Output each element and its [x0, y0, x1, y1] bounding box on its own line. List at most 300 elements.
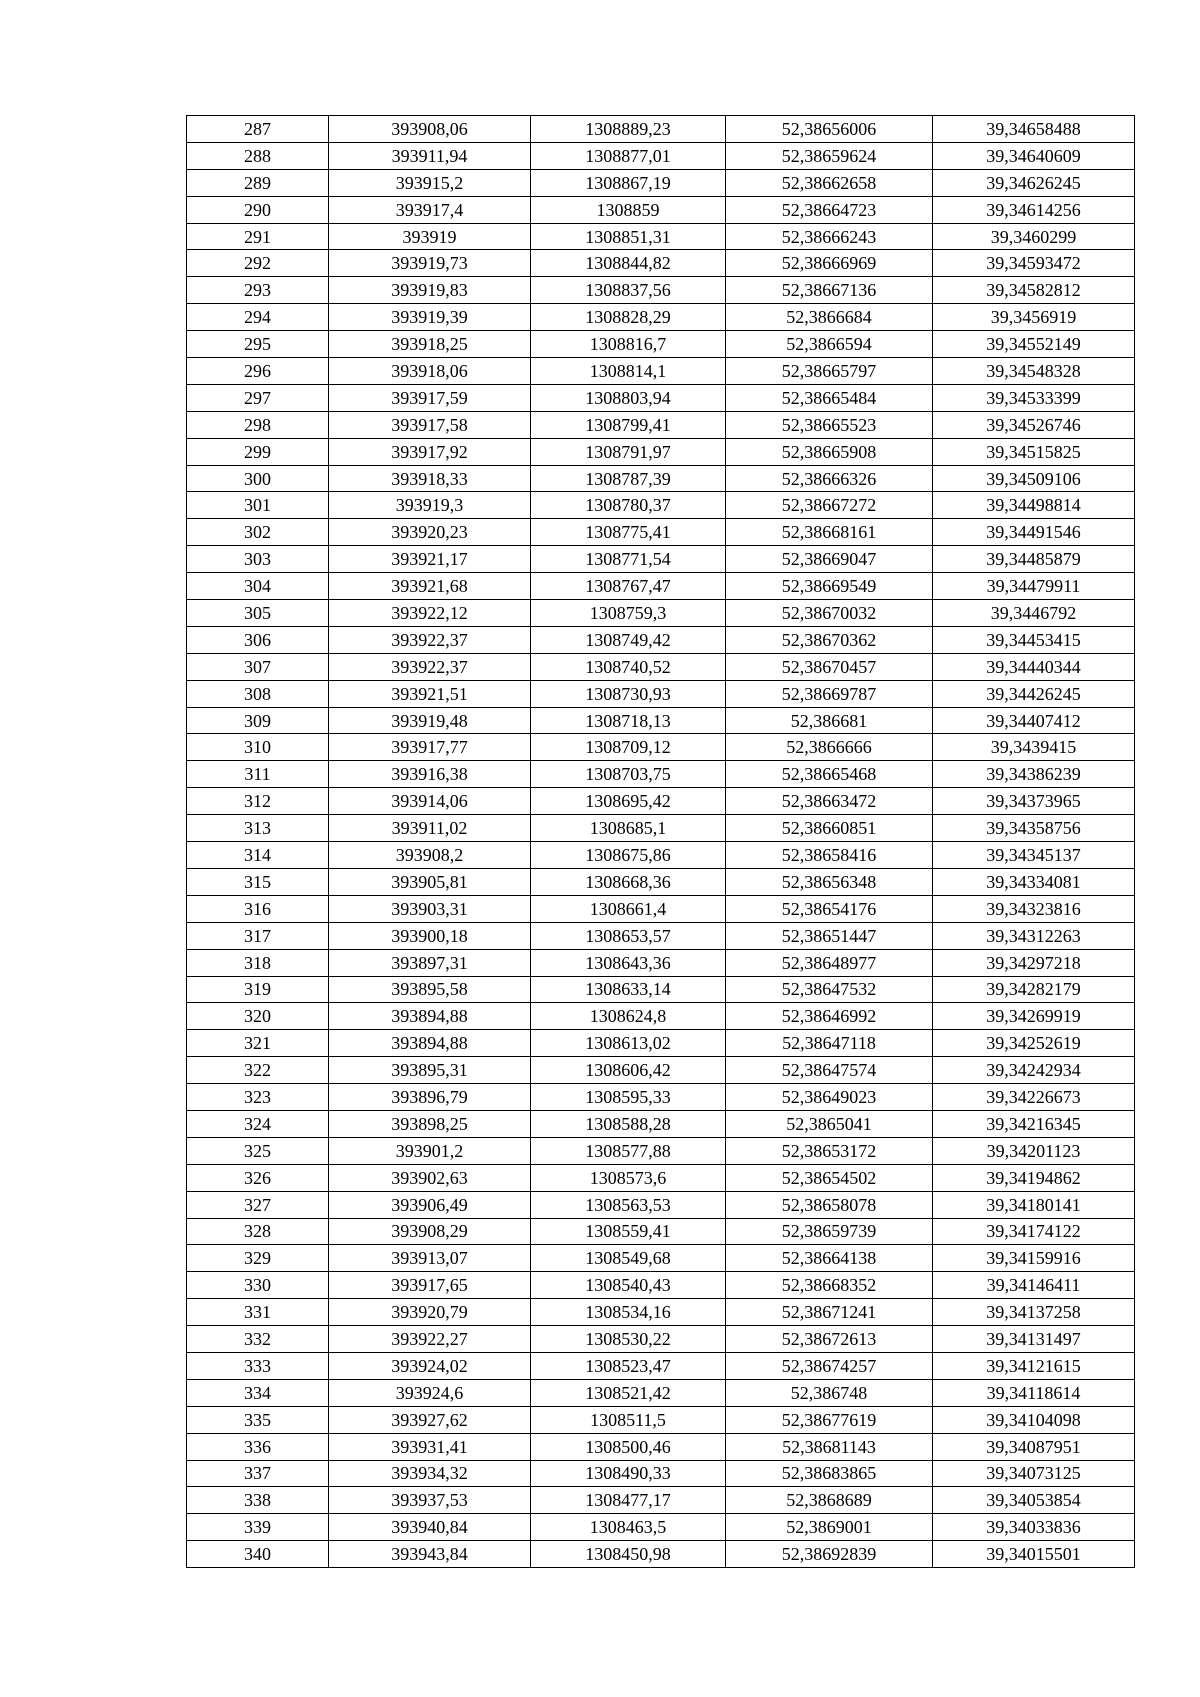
table-row: [187, 1030, 1135, 1057]
latitude-cell: 52,38669787: [726, 680, 933, 707]
x-coordinate-cell: 393921,51: [329, 680, 531, 707]
table-row: [187, 519, 1135, 546]
table-row: [187, 1191, 1135, 1218]
longitude-cell: 39,34323816: [933, 895, 1135, 922]
longitude-cell: 39,34533399: [933, 384, 1135, 411]
table-row: [187, 707, 1135, 734]
latitude-cell: 52,38668161: [726, 519, 933, 546]
table-row: [187, 1272, 1135, 1299]
point-number-cell: 317: [187, 922, 329, 949]
x-coordinate-cell: 393924,02: [329, 1352, 531, 1379]
x-coordinate-cell: 393919,83: [329, 277, 531, 304]
y-coordinate-cell: 1308534,16: [531, 1299, 726, 1326]
x-coordinate-cell: 393908,29: [329, 1218, 531, 1245]
table-row: [187, 1433, 1135, 1460]
y-coordinate-cell: 1308780,37: [531, 492, 726, 519]
longitude-cell: 39,34614256: [933, 196, 1135, 223]
table-row: [187, 1487, 1135, 1514]
longitude-cell: 39,34453415: [933, 626, 1135, 653]
table-row: [187, 1245, 1135, 1272]
longitude-cell: 39,34194862: [933, 1164, 1135, 1191]
x-coordinate-cell: 393905,81: [329, 868, 531, 895]
x-coordinate-cell: 393921,68: [329, 573, 531, 600]
latitude-cell: 52,38670457: [726, 653, 933, 680]
latitude-cell: 52,38662658: [726, 169, 933, 196]
longitude-cell: 39,3446792: [933, 600, 1135, 627]
y-coordinate-cell: 1308759,3: [531, 600, 726, 627]
longitude-cell: 39,34515825: [933, 438, 1135, 465]
longitude-cell: 39,34252619: [933, 1030, 1135, 1057]
table-row: [187, 680, 1135, 707]
table-row: [187, 761, 1135, 788]
x-coordinate-cell: 393908,2: [329, 842, 531, 869]
latitude-cell: 52,38670362: [726, 626, 933, 653]
point-number-cell: 310: [187, 734, 329, 761]
longitude-cell: 39,34373965: [933, 788, 1135, 815]
table-row: [187, 788, 1135, 815]
point-number-cell: 322: [187, 1057, 329, 1084]
latitude-cell: 52,38656348: [726, 868, 933, 895]
x-coordinate-cell: 393906,49: [329, 1191, 531, 1218]
longitude-cell: 39,34658488: [933, 116, 1135, 143]
y-coordinate-cell: 1308889,23: [531, 116, 726, 143]
point-number-cell: 323: [187, 1084, 329, 1111]
table-row: [187, 815, 1135, 842]
x-coordinate-cell: 393921,17: [329, 546, 531, 573]
point-number-cell: 304: [187, 573, 329, 600]
y-coordinate-cell: 1308577,88: [531, 1137, 726, 1164]
point-number-cell: 324: [187, 1110, 329, 1137]
x-coordinate-cell: 393917,65: [329, 1272, 531, 1299]
y-coordinate-cell: 1308740,52: [531, 653, 726, 680]
longitude-cell: 39,34386239: [933, 761, 1135, 788]
longitude-cell: 39,34174122: [933, 1218, 1135, 1245]
point-number-cell: 311: [187, 761, 329, 788]
x-coordinate-cell: 393908,06: [329, 116, 531, 143]
latitude-cell: 52,38647574: [726, 1057, 933, 1084]
latitude-cell: 52,38664723: [726, 196, 933, 223]
y-coordinate-cell: 1308450,98: [531, 1541, 726, 1568]
longitude-cell: 39,34201123: [933, 1137, 1135, 1164]
point-number-cell: 307: [187, 653, 329, 680]
table-row: [187, 1299, 1135, 1326]
latitude-cell: 52,386748: [726, 1379, 933, 1406]
table-row: [187, 653, 1135, 680]
y-coordinate-cell: 1308703,75: [531, 761, 726, 788]
latitude-cell: 52,38674257: [726, 1352, 933, 1379]
y-coordinate-cell: 1308675,86: [531, 842, 726, 869]
x-coordinate-cell: 393922,37: [329, 653, 531, 680]
y-coordinate-cell: 1308730,93: [531, 680, 726, 707]
latitude-cell: 52,38667136: [726, 277, 933, 304]
table-row: [187, 1218, 1135, 1245]
latitude-cell: 52,38654176: [726, 895, 933, 922]
point-number-cell: 308: [187, 680, 329, 707]
latitude-cell: 52,38664138: [726, 1245, 933, 1272]
y-coordinate-cell: 1308775,41: [531, 519, 726, 546]
point-number-cell: 314: [187, 842, 329, 869]
point-number-cell: 300: [187, 465, 329, 492]
longitude-cell: 39,34053854: [933, 1487, 1135, 1514]
latitude-cell: 52,38677619: [726, 1406, 933, 1433]
y-coordinate-cell: 1308653,57: [531, 922, 726, 949]
longitude-cell: 39,34498814: [933, 492, 1135, 519]
latitude-cell: 52,38654502: [726, 1164, 933, 1191]
table-row: [187, 223, 1135, 250]
table-row: [187, 546, 1135, 573]
x-coordinate-cell: 393924,6: [329, 1379, 531, 1406]
point-number-cell: 294: [187, 304, 329, 331]
latitude-cell: 52,38668352: [726, 1272, 933, 1299]
point-number-cell: 290: [187, 196, 329, 223]
longitude-cell: 39,34118614: [933, 1379, 1135, 1406]
table-row: [187, 384, 1135, 411]
x-coordinate-cell: 393940,84: [329, 1514, 531, 1541]
latitude-cell: 52,38649023: [726, 1084, 933, 1111]
latitude-cell: 52,38666969: [726, 250, 933, 277]
y-coordinate-cell: 1308787,39: [531, 465, 726, 492]
x-coordinate-cell: 393917,92: [329, 438, 531, 465]
x-coordinate-cell: 393894,88: [329, 1030, 531, 1057]
longitude-cell: 39,34226673: [933, 1084, 1135, 1111]
point-number-cell: 335: [187, 1406, 329, 1433]
latitude-cell: 52,38665523: [726, 411, 933, 438]
point-number-cell: 309: [187, 707, 329, 734]
x-coordinate-cell: 393937,53: [329, 1487, 531, 1514]
table-row: [187, 142, 1135, 169]
point-number-cell: 339: [187, 1514, 329, 1541]
table-row: [187, 277, 1135, 304]
y-coordinate-cell: 1308588,28: [531, 1110, 726, 1137]
point-number-cell: 288: [187, 142, 329, 169]
longitude-cell: 39,34582812: [933, 277, 1135, 304]
point-number-cell: 340: [187, 1541, 329, 1568]
longitude-cell: 39,34242934: [933, 1057, 1135, 1084]
latitude-cell: 52,38672613: [726, 1326, 933, 1353]
y-coordinate-cell: 1308490,33: [531, 1460, 726, 1487]
y-coordinate-cell: 1308791,97: [531, 438, 726, 465]
y-coordinate-cell: 1308523,47: [531, 1352, 726, 1379]
y-coordinate-cell: 1308877,01: [531, 142, 726, 169]
point-number-cell: 321: [187, 1030, 329, 1057]
y-coordinate-cell: 1308851,31: [531, 223, 726, 250]
longitude-cell: 39,34033836: [933, 1514, 1135, 1541]
table-row: [187, 1110, 1135, 1137]
x-coordinate-cell: 393922,27: [329, 1326, 531, 1353]
table-row: [187, 331, 1135, 358]
y-coordinate-cell: 1308668,36: [531, 868, 726, 895]
longitude-cell: 39,34104098: [933, 1406, 1135, 1433]
x-coordinate-cell: 393900,18: [329, 922, 531, 949]
latitude-cell: 52,38656006: [726, 116, 933, 143]
x-coordinate-cell: 393927,62: [329, 1406, 531, 1433]
y-coordinate-cell: 1308828,29: [531, 304, 726, 331]
y-coordinate-cell: 1308661,4: [531, 895, 726, 922]
longitude-cell: 39,34552149: [933, 331, 1135, 358]
point-number-cell: 295: [187, 331, 329, 358]
point-number-cell: 305: [187, 600, 329, 627]
y-coordinate-cell: 1308500,46: [531, 1433, 726, 1460]
table-row: [187, 438, 1135, 465]
point-number-cell: 293: [187, 277, 329, 304]
longitude-cell: 39,34312263: [933, 922, 1135, 949]
x-coordinate-cell: 393894,88: [329, 1003, 531, 1030]
y-coordinate-cell: 1308521,42: [531, 1379, 726, 1406]
x-coordinate-cell: 393901,2: [329, 1137, 531, 1164]
x-coordinate-cell: 393897,31: [329, 949, 531, 976]
longitude-cell: 39,34269919: [933, 1003, 1135, 1030]
point-number-cell: 333: [187, 1352, 329, 1379]
latitude-cell: 52,3866684: [726, 304, 933, 331]
longitude-cell: 39,34131497: [933, 1326, 1135, 1353]
latitude-cell: 52,38663472: [726, 788, 933, 815]
x-coordinate-cell: 393917,77: [329, 734, 531, 761]
point-number-cell: 320: [187, 1003, 329, 1030]
table-row: [187, 1137, 1135, 1164]
longitude-cell: 39,34345137: [933, 842, 1135, 869]
y-coordinate-cell: 1308633,14: [531, 976, 726, 1003]
table-row: [187, 1514, 1135, 1541]
table-row: [187, 1003, 1135, 1030]
longitude-cell: 39,34358756: [933, 815, 1135, 842]
x-coordinate-cell: 393915,2: [329, 169, 531, 196]
point-number-cell: 327: [187, 1191, 329, 1218]
point-number-cell: 337: [187, 1460, 329, 1487]
table-row: [187, 949, 1135, 976]
longitude-cell: 39,34159916: [933, 1245, 1135, 1272]
point-number-cell: 326: [187, 1164, 329, 1191]
x-coordinate-cell: 393918,06: [329, 358, 531, 385]
x-coordinate-cell: 393920,79: [329, 1299, 531, 1326]
y-coordinate-cell: 1308613,02: [531, 1030, 726, 1057]
longitude-cell: 39,34426245: [933, 680, 1135, 707]
y-coordinate-cell: 1308718,13: [531, 707, 726, 734]
longitude-cell: 39,34485879: [933, 546, 1135, 573]
longitude-cell: 39,34073125: [933, 1460, 1135, 1487]
table-row: [187, 116, 1135, 143]
latitude-cell: 52,38670032: [726, 600, 933, 627]
x-coordinate-cell: 393903,31: [329, 895, 531, 922]
latitude-cell: 52,38681143: [726, 1433, 933, 1460]
coordinates-table-body: [187, 116, 1135, 1568]
point-number-cell: 302: [187, 519, 329, 546]
table-row: [187, 1164, 1135, 1191]
table-row: [187, 169, 1135, 196]
latitude-cell: 52,38658416: [726, 842, 933, 869]
table-row: [187, 734, 1135, 761]
point-number-cell: 325: [187, 1137, 329, 1164]
x-coordinate-cell: 393934,32: [329, 1460, 531, 1487]
point-number-cell: 312: [187, 788, 329, 815]
latitude-cell: 52,38660851: [726, 815, 933, 842]
latitude-cell: 52,38667272: [726, 492, 933, 519]
longitude-cell: 39,34216345: [933, 1110, 1135, 1137]
x-coordinate-cell: 393919: [329, 223, 531, 250]
x-coordinate-cell: 393918,33: [329, 465, 531, 492]
y-coordinate-cell: 1308685,1: [531, 815, 726, 842]
point-number-cell: 299: [187, 438, 329, 465]
table-row: [187, 196, 1135, 223]
table-row: [187, 1352, 1135, 1379]
latitude-cell: 52,38692839: [726, 1541, 933, 1568]
x-coordinate-cell: 393922,12: [329, 600, 531, 627]
x-coordinate-cell: 393919,48: [329, 707, 531, 734]
latitude-cell: 52,38658078: [726, 1191, 933, 1218]
latitude-cell: 52,3866666: [726, 734, 933, 761]
x-coordinate-cell: 393917,59: [329, 384, 531, 411]
table-row: [187, 1379, 1135, 1406]
latitude-cell: 52,38669047: [726, 546, 933, 573]
point-number-cell: 328: [187, 1218, 329, 1245]
latitude-cell: 52,38659739: [726, 1218, 933, 1245]
point-number-cell: 336: [187, 1433, 329, 1460]
x-coordinate-cell: 393895,31: [329, 1057, 531, 1084]
x-coordinate-cell: 393895,58: [329, 976, 531, 1003]
point-number-cell: 287: [187, 116, 329, 143]
table-row: [187, 1057, 1135, 1084]
latitude-cell: 52,38671241: [726, 1299, 933, 1326]
point-number-cell: 331: [187, 1299, 329, 1326]
y-coordinate-cell: 1308549,68: [531, 1245, 726, 1272]
latitude-cell: 52,3866594: [726, 331, 933, 358]
y-coordinate-cell: 1308559,41: [531, 1218, 726, 1245]
x-coordinate-cell: 393913,07: [329, 1245, 531, 1272]
x-coordinate-cell: 393916,38: [329, 761, 531, 788]
table-row: [187, 304, 1135, 331]
longitude-cell: 39,34180141: [933, 1191, 1135, 1218]
latitude-cell: 52,38659624: [726, 142, 933, 169]
y-coordinate-cell: 1308709,12: [531, 734, 726, 761]
latitude-cell: 52,38665468: [726, 761, 933, 788]
point-number-cell: 313: [187, 815, 329, 842]
point-number-cell: 301: [187, 492, 329, 519]
y-coordinate-cell: 1308859: [531, 196, 726, 223]
x-coordinate-cell: 393919,39: [329, 304, 531, 331]
latitude-cell: 52,38666243: [726, 223, 933, 250]
longitude-cell: 39,34297218: [933, 949, 1135, 976]
y-coordinate-cell: 1308767,47: [531, 573, 726, 600]
longitude-cell: 39,3439415: [933, 734, 1135, 761]
point-number-cell: 334: [187, 1379, 329, 1406]
x-coordinate-cell: 393919,73: [329, 250, 531, 277]
longitude-cell: 39,34087951: [933, 1433, 1135, 1460]
longitude-cell: 39,34015501: [933, 1541, 1135, 1568]
longitude-cell: 39,34626245: [933, 169, 1135, 196]
latitude-cell: 52,38648977: [726, 949, 933, 976]
y-coordinate-cell: 1308624,8: [531, 1003, 726, 1030]
point-number-cell: 292: [187, 250, 329, 277]
latitude-cell: 52,38665797: [726, 358, 933, 385]
latitude-cell: 52,38651447: [726, 922, 933, 949]
y-coordinate-cell: 1308814,1: [531, 358, 726, 385]
table-row: [187, 358, 1135, 385]
longitude-cell: 39,34407412: [933, 707, 1135, 734]
longitude-cell: 39,34526746: [933, 411, 1135, 438]
y-coordinate-cell: 1308867,19: [531, 169, 726, 196]
latitude-cell: 52,38669549: [726, 573, 933, 600]
x-coordinate-cell: 393911,02: [329, 815, 531, 842]
point-number-cell: 318: [187, 949, 329, 976]
latitude-cell: 52,38647532: [726, 976, 933, 1003]
latitude-cell: 52,38647118: [726, 1030, 933, 1057]
table-row: [187, 573, 1135, 600]
point-number-cell: 306: [187, 626, 329, 653]
point-number-cell: 329: [187, 1245, 329, 1272]
longitude-cell: 39,34509106: [933, 465, 1135, 492]
table-row: [187, 411, 1135, 438]
x-coordinate-cell: 393919,3: [329, 492, 531, 519]
x-coordinate-cell: 393917,58: [329, 411, 531, 438]
longitude-cell: 39,3456919: [933, 304, 1135, 331]
longitude-cell: 39,34146411: [933, 1272, 1135, 1299]
table-row: [187, 842, 1135, 869]
y-coordinate-cell: 1308803,94: [531, 384, 726, 411]
point-number-cell: 298: [187, 411, 329, 438]
point-number-cell: 289: [187, 169, 329, 196]
latitude-cell: 52,38653172: [726, 1137, 933, 1164]
y-coordinate-cell: 1308606,42: [531, 1057, 726, 1084]
point-number-cell: 319: [187, 976, 329, 1003]
point-number-cell: 338: [187, 1487, 329, 1514]
y-coordinate-cell: 1308771,54: [531, 546, 726, 573]
latitude-cell: 52,38665484: [726, 384, 933, 411]
x-coordinate-cell: 393943,84: [329, 1541, 531, 1568]
table-row: [187, 895, 1135, 922]
table-row: [187, 1326, 1135, 1353]
longitude-cell: 39,34440344: [933, 653, 1135, 680]
longitude-cell: 39,34479911: [933, 573, 1135, 600]
latitude-cell: 52,38683865: [726, 1460, 933, 1487]
point-number-cell: 315: [187, 868, 329, 895]
x-coordinate-cell: 393920,23: [329, 519, 531, 546]
y-coordinate-cell: 1308844,82: [531, 250, 726, 277]
x-coordinate-cell: 393917,4: [329, 196, 531, 223]
table-row: [187, 1541, 1135, 1568]
longitude-cell: 39,34282179: [933, 976, 1135, 1003]
y-coordinate-cell: 1308595,33: [531, 1084, 726, 1111]
point-number-cell: 296: [187, 358, 329, 385]
x-coordinate-cell: 393914,06: [329, 788, 531, 815]
table-row: [187, 1406, 1135, 1433]
table-row: [187, 922, 1135, 949]
table-row: [187, 626, 1135, 653]
y-coordinate-cell: 1308695,42: [531, 788, 726, 815]
x-coordinate-cell: 393922,37: [329, 626, 531, 653]
longitude-cell: 39,34334081: [933, 868, 1135, 895]
table-row: [187, 1460, 1135, 1487]
table-row: [187, 976, 1135, 1003]
table-row: [187, 1084, 1135, 1111]
x-coordinate-cell: 393896,79: [329, 1084, 531, 1111]
x-coordinate-cell: 393931,41: [329, 1433, 531, 1460]
table-row: [187, 492, 1135, 519]
y-coordinate-cell: 1308563,53: [531, 1191, 726, 1218]
longitude-cell: 39,34548328: [933, 358, 1135, 385]
point-number-cell: 303: [187, 546, 329, 573]
longitude-cell: 39,34121615: [933, 1352, 1135, 1379]
latitude-cell: 52,3869001: [726, 1514, 933, 1541]
latitude-cell: 52,386681: [726, 707, 933, 734]
y-coordinate-cell: 1308837,56: [531, 277, 726, 304]
x-coordinate-cell: 393902,63: [329, 1164, 531, 1191]
longitude-cell: 39,34593472: [933, 250, 1135, 277]
table-row: [187, 600, 1135, 627]
point-number-cell: 330: [187, 1272, 329, 1299]
x-coordinate-cell: 393911,94: [329, 142, 531, 169]
y-coordinate-cell: 1308477,17: [531, 1487, 726, 1514]
point-number-cell: 316: [187, 895, 329, 922]
longitude-cell: 39,34491546: [933, 519, 1135, 546]
